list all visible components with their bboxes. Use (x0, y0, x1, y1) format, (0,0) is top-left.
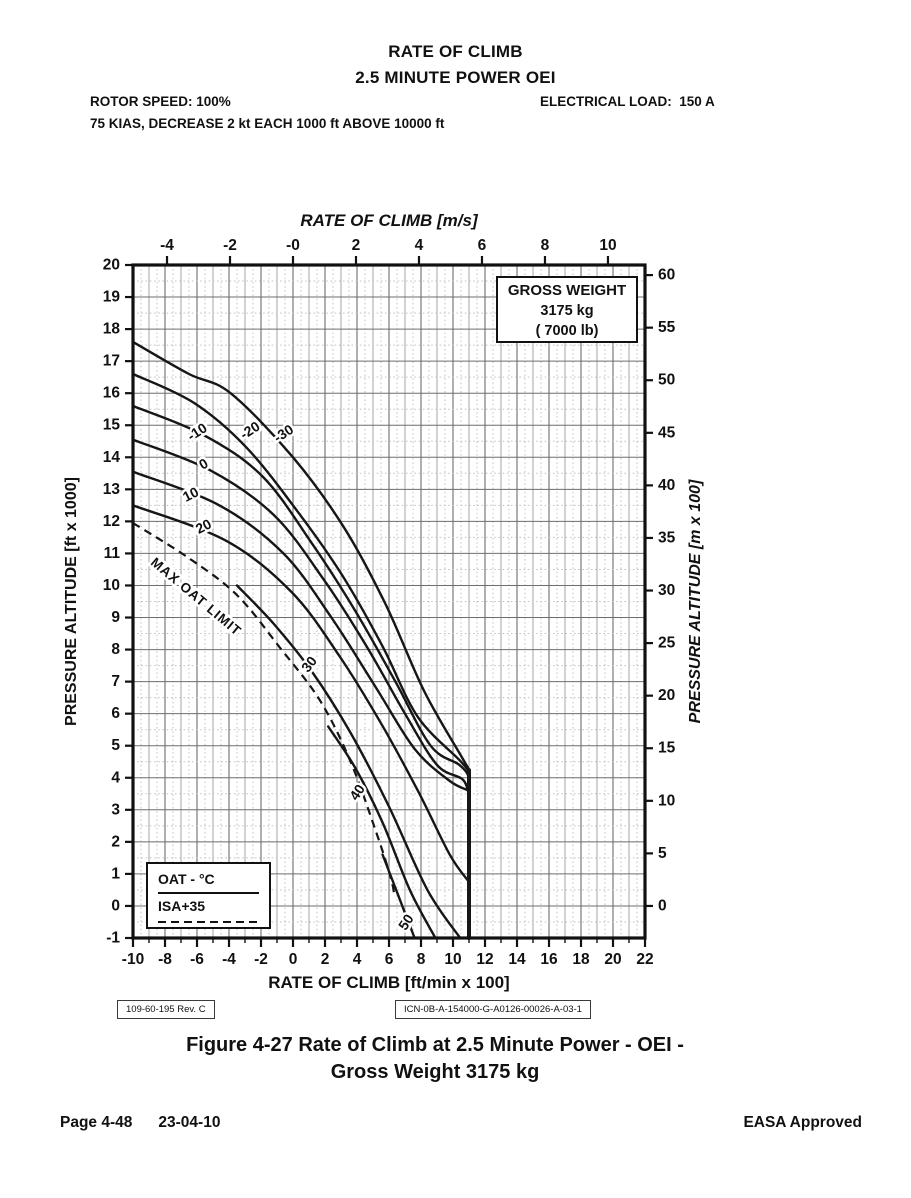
svg-text:10: 10 (102, 576, 120, 594)
airspeed-note: 75 KIAS, DECREASE 2 kt EACH 1000 ft ABOVE 10000 ft (90, 116, 445, 131)
svg-text:16: 16 (540, 951, 558, 968)
svg-text:PRESSURE ALTITUDE [m x 100]: PRESSURE ALTITUDE [m x 100] (687, 479, 704, 724)
icn-ref-box: ICN-0B-A-154000-G-A0126-00026-A-03-1 (395, 1000, 591, 1019)
svg-text:60: 60 (658, 266, 676, 284)
svg-text:10: 10 (180, 483, 202, 505)
svg-text:0: 0 (196, 454, 211, 473)
svg-text:9: 9 (111, 609, 120, 627)
svg-text:-0: -0 (286, 237, 300, 254)
svg-text:-10: -10 (121, 951, 145, 968)
chart-title-line1: RATE OF CLIMB (388, 42, 523, 61)
figure-caption-line1: Figure 4-27 Rate of Climb at 2.5 Minute Power - OEI - (186, 1034, 684, 1056)
svg-text:13: 13 (102, 480, 120, 498)
svg-text:30: 30 (658, 582, 676, 600)
svg-text:6: 6 (477, 237, 487, 254)
svg-text:-2: -2 (223, 237, 237, 254)
svg-text:40: 40 (346, 781, 368, 804)
svg-text:0: 0 (288, 951, 298, 968)
oat-legend-dashed-label: ISA+35 (158, 898, 206, 914)
svg-text:4: 4 (111, 769, 120, 787)
revision-date: 23-04-10 (158, 1114, 221, 1131)
svg-text:10: 10 (658, 792, 676, 810)
svg-text:-10: -10 (184, 419, 210, 444)
svg-text:2: 2 (351, 237, 361, 254)
svg-text:-20: -20 (236, 417, 263, 443)
svg-text:35: 35 (658, 529, 676, 547)
svg-text:-6: -6 (190, 951, 204, 968)
svg-text:10: 10 (444, 951, 462, 968)
svg-text:-2: -2 (254, 951, 268, 968)
rotor-speed-note: ROTOR SPEED: 100% (90, 94, 231, 109)
svg-text:5: 5 (111, 737, 120, 755)
svg-text:2: 2 (320, 951, 330, 968)
svg-text:RATE OF CLIMB [m/s]: RATE OF CLIMB [m/s] (300, 211, 478, 230)
svg-text:15: 15 (102, 416, 120, 434)
dashed-line-key (158, 921, 259, 923)
svg-text:-4: -4 (160, 237, 174, 254)
svg-text:18: 18 (572, 951, 590, 968)
page-number-and-date (60, 1114, 220, 1132)
page-footer (60, 1114, 862, 1132)
svg-text:7: 7 (111, 673, 120, 691)
svg-text:4: 4 (414, 237, 424, 254)
svg-text:19: 19 (102, 288, 120, 306)
svg-text:20: 20 (102, 256, 120, 274)
figure-caption (0, 1032, 870, 1086)
svg-text:17: 17 (102, 352, 120, 370)
svg-text:18: 18 (102, 320, 120, 338)
svg-text:50: 50 (658, 371, 676, 389)
svg-text:0: 0 (111, 897, 120, 915)
svg-text:8: 8 (540, 237, 550, 254)
svg-text:55: 55 (658, 319, 676, 337)
svg-text:6: 6 (384, 951, 394, 968)
svg-text:12: 12 (102, 512, 120, 530)
svg-text:-30: -30 (270, 421, 297, 446)
svg-text:-8: -8 (158, 951, 172, 968)
svg-text:45: 45 (658, 424, 676, 442)
approval-text: EASA Approved (743, 1114, 862, 1131)
svg-text:2: 2 (111, 833, 120, 851)
svg-text:MAX OAT LIMIT: MAX OAT LIMIT (148, 554, 245, 639)
solid-line-key (158, 892, 259, 894)
svg-text:3: 3 (111, 801, 120, 819)
figure-caption-line2: Gross Weight 3175 kg (330, 1061, 540, 1083)
svg-text:6: 6 (111, 705, 120, 723)
svg-text:25: 25 (658, 634, 676, 652)
revision-ref-box: 109-60-195 Rev. C (117, 1000, 215, 1019)
svg-text:10: 10 (599, 237, 617, 254)
svg-text:RATE OF CLIMB [ft/min x 100]: RATE OF CLIMB [ft/min x 100] (268, 973, 510, 992)
oat-legend-box (146, 862, 271, 929)
oat-legend-solid-label: OAT - °C (158, 871, 215, 887)
svg-text:14: 14 (508, 951, 526, 968)
svg-text:8: 8 (416, 951, 426, 968)
gross-weight-kg: 3175 kg (540, 303, 594, 319)
svg-text:0: 0 (658, 897, 667, 915)
svg-text:14: 14 (102, 448, 120, 466)
svg-text:16: 16 (102, 384, 120, 402)
svg-text:-1: -1 (106, 929, 120, 947)
svg-text:PRESSURE ALTITUDE [ft x 1000]: PRESSURE ALTITUDE [ft x 1000] (63, 477, 80, 726)
svg-text:-4: -4 (222, 951, 236, 968)
page-number: Page 4-48 (60, 1114, 133, 1131)
electrical-load-note: ELECTRICAL LOAD: 150 A (540, 94, 715, 109)
svg-text:11: 11 (103, 544, 120, 562)
svg-text:40: 40 (658, 476, 676, 494)
svg-text:50: 50 (394, 911, 417, 933)
chart-title-line2: 2.5 MINUTE POWER OEI (355, 68, 556, 87)
svg-text:5: 5 (658, 844, 667, 862)
svg-text:20: 20 (604, 951, 622, 968)
gross-weight-title: GROSS WEIGHT (507, 282, 627, 299)
gross-weight-lb: ( 7000 lb) (535, 323, 599, 339)
svg-text:4: 4 (352, 951, 362, 968)
svg-text:15: 15 (658, 739, 676, 757)
gross-weight-box (496, 276, 638, 343)
svg-text:20: 20 (192, 515, 214, 537)
svg-text:20: 20 (658, 687, 676, 705)
svg-text:12: 12 (476, 951, 494, 968)
svg-text:1: 1 (111, 865, 120, 883)
svg-text:8: 8 (111, 641, 120, 659)
svg-text:30: 30 (297, 652, 321, 676)
svg-text:22: 22 (636, 951, 654, 968)
